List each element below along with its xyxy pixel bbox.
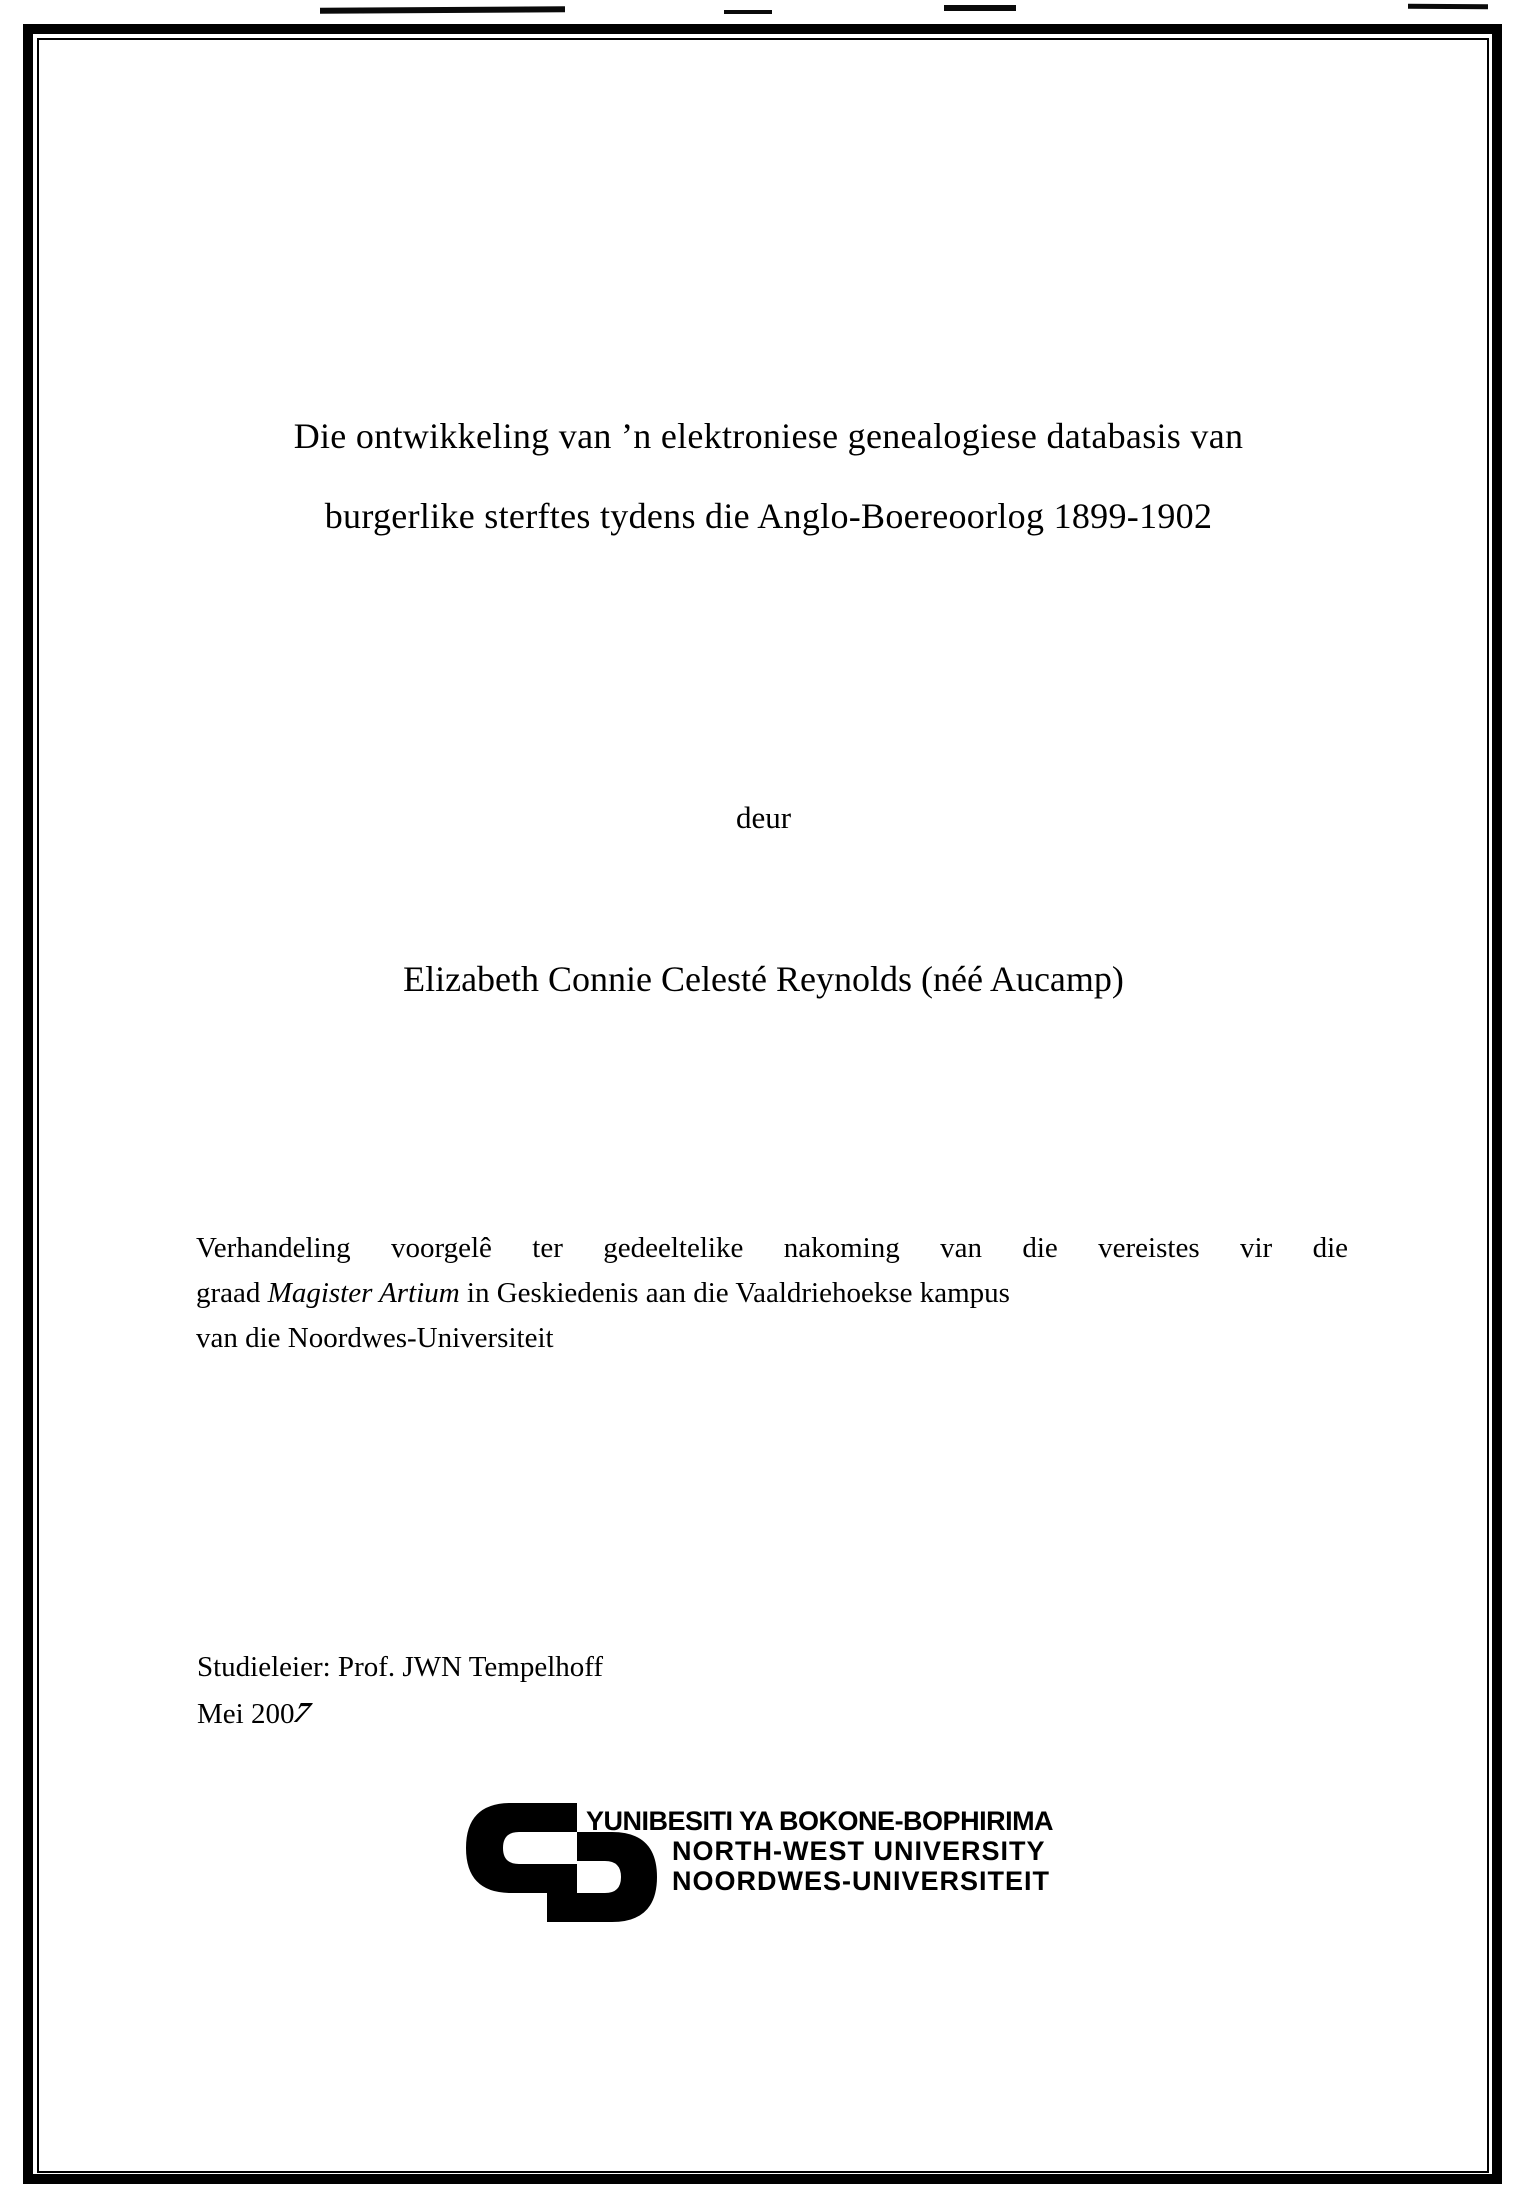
scan-artifact (944, 5, 1016, 11)
thesis-title-line-2: burgerlike sterftes tydens die Anglo-Boereoorlog 1899-1902 (324, 496, 1213, 536)
byline-label: deur (735, 800, 792, 835)
degree-statement-line-1: Verhandeling voorgelê ter gedeeltelike nakoming van die vereistes vir die (196, 1232, 1348, 1264)
statement-line2-post: in Geskiedenis aan die Vaaldriehoekse kampus (459, 1277, 1010, 1309)
supervisor-block (197, 1644, 603, 1738)
university-name-afrikaans: NOORDWES-UNIVERSITEIT (672, 1866, 1051, 1896)
degree-name-italic: Magister Artium (267, 1277, 460, 1309)
scan-artifact (1408, 4, 1488, 10)
university-name-english: NORTH-WEST UNIVERSITY (672, 1836, 1046, 1866)
supervisor-line: Studieleier: Prof. JWN Tempelhoff (197, 1651, 604, 1683)
author-name: Elizabeth Connie Celesté Reynolds (néé Aucamp) (403, 959, 1124, 999)
scan-artifact (724, 10, 772, 14)
date-line (197, 1691, 603, 1738)
thesis-title (60, 396, 1477, 556)
date-prefix: Mei 200 (197, 1698, 295, 1730)
degree-statement (196, 1226, 1348, 1361)
date-last-digit: 7 (288, 1697, 317, 1729)
scan-artifact (320, 6, 565, 13)
degree-statement-line-2 (196, 1271, 1348, 1316)
degree-statement-line-3: van die Noordwes-Universiteit (196, 1322, 554, 1354)
statement-line2-pre: graad (196, 1277, 268, 1309)
thesis-title-line-1: Die ontwikkeling van ’n elektroniese genealogiese databasis van (293, 416, 1244, 456)
university-name-setswana: YUNIBESITI YA BOKONE-BOPHIRIMA (586, 1806, 1054, 1836)
